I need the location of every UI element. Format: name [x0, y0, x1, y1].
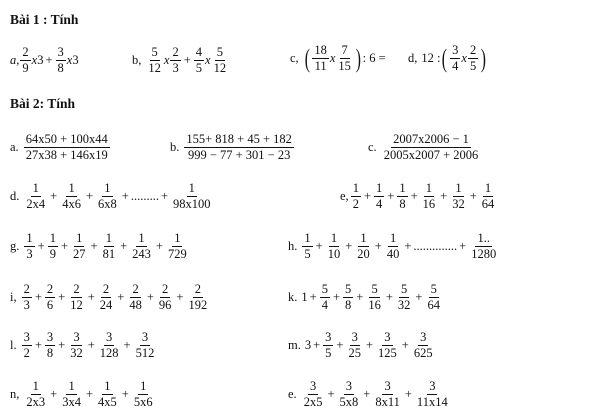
- exercise-2a: a. 64x50 + 100x44 27x38 + 146x19: [10, 132, 108, 163]
- exercise-1b: b, 5 12 x 2 3 + $\frac{4}{5}$ x 5 12: [132, 45, 227, 76]
- item-label: m.: [288, 338, 301, 353]
- exercise-2c: c. 2007x2006 − 1 2005x2007 + 2006: [368, 132, 479, 163]
- exercise-2e: e, 1 2 + $\frac{1}{4}$ + $\frac{1}{8}$ + $\frac{1}{16}$ + $\frac{1}{32}$ + $\frac{1}{64}$: [340, 181, 495, 212]
- exercise-2g: g. 1 3 + $\frac{1}{9}$ + $\frac{1}{27}$ + $\frac{1}{81}$ + $\frac{1}{243}$ + $\frac{1}{729}$: [10, 231, 187, 262]
- item-label: n,: [10, 387, 20, 402]
- item-label: d,: [408, 51, 418, 66]
- item-label: c.: [368, 140, 377, 155]
- exercise-1a: a, 2 9 x 3 + $\frac{3}{8}$ x 3: [10, 45, 79, 76]
- item-label: b.: [170, 140, 180, 155]
- c-tail: : 6 =: [362, 51, 386, 66]
- item-label: e.: [288, 387, 297, 402]
- exercise-1d: d, 12 : ( 3 4 x 2 5 ): [408, 43, 487, 74]
- exercise-2b: b. 155+ 818 + 45 + 182 999 − 77 + 301 − 23: [170, 132, 292, 163]
- exercise-1c: c, ( 18 11 x 7 15 ) : 6 =: [290, 43, 386, 74]
- exercise-2e-second: e. 3 2x5 + $\frac{3}{5x8}$ + $\frac{3}{8x11}$ + $\frac{3}{11x14}$: [288, 379, 448, 410]
- item-label: l.: [10, 338, 17, 353]
- item-label: a.: [10, 140, 19, 155]
- item-label: g.: [10, 239, 20, 254]
- item-label: k.: [288, 290, 298, 305]
- item-label: a,: [10, 53, 20, 68]
- exercise-2k: k. 1 + $\frac{5}{4}$ + $\frac{5}{8}$ + $\frac{5}{16}$ + $\frac{5}{32}$ + $\frac{5}{64}$: [288, 282, 440, 313]
- item-label: i,: [10, 290, 17, 305]
- exercise-1-heading: Bài 1 : Tính: [10, 12, 79, 27]
- item-label: e,: [340, 189, 349, 204]
- exercise-2-heading: Bài 2: Tính: [10, 96, 76, 111]
- d-head: 12 :: [421, 51, 441, 66]
- exercise-2i: i, 2 3 + $\frac{2}{6}$ + $\frac{2}{12}$ + $\frac{2}{24}$ + $\frac{2}{48}$ + $\frac{2}{96}$ + $\frac{2}{192}$: [10, 282, 208, 313]
- item-label: b,: [132, 53, 142, 68]
- exercise-2m: m. 3 + $\frac{3}{5}$ + $\frac{3}{25}$ + $\frac{3}{125}$ + $\frac{3}{625}$: [288, 330, 433, 361]
- exercise-2n: n, 1 2x3 + $\frac{1}{3x4}$ + $\frac{1}{4x5}$ + $\frac{1}{5x6}$: [10, 379, 153, 410]
- item-label: h.: [288, 239, 298, 254]
- exercise-2h: h. 1 5 + $\frac{1}{10}$ + $\frac{1}{20}$ + $\frac{1}{40}$ + .............. + $\frac{1..}{1280}$: [288, 231, 497, 262]
- item-label: d.: [10, 189, 20, 204]
- exercise-2d: d. 1 2x4 + $\frac{1}{4x6}$ + $\frac{1}{6x8}$ + ......... + $\frac{1}{98x100}$: [10, 181, 211, 212]
- item-label: c,: [290, 51, 299, 66]
- exercise-2l: l. 3 2 + $\frac{3}{8}$ + $\frac{3}{32}$ + $\frac{3}{128}$ + $\frac{3}{512}$: [10, 330, 155, 361]
